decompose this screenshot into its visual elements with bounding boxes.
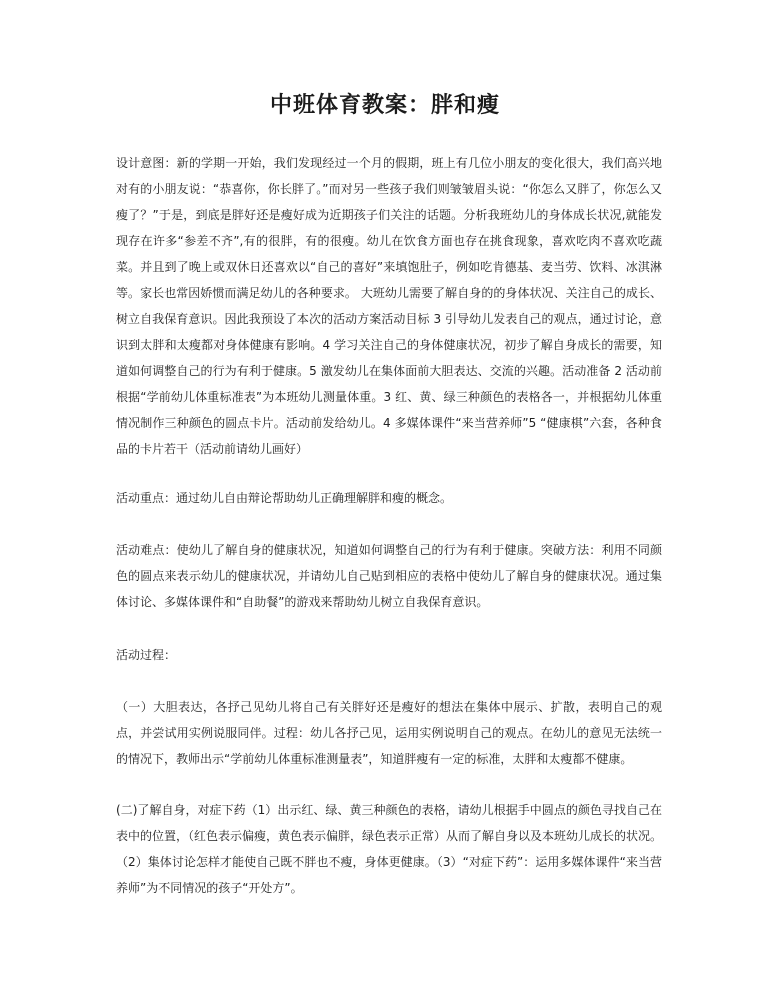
- process-step-one-paragraph: （一）大胆表达，各抒己见幼儿将自己有关胖好还是瘦好的想法在集体中展示、扩散，表明自己的观点，并尝试用实例说服同伴。过程：幼儿各抒己见，运用实例说明自己的观点。在幼儿的意见无法统一的情况下，教师出示“学前幼儿体重标准测量表”，知道胖瘦有一定的标准，太胖和太瘦都不健康。: [116, 700, 662, 766]
- key-points-paragraph: 活动重点：通过幼儿自由辩论帮助幼儿正确理解胖和瘦的概念。: [116, 491, 453, 505]
- process-heading: 活动过程：: [116, 648, 177, 662]
- page-title: 中班体育教案：胖和瘦: [269, 92, 500, 118]
- difficulty-paragraph: 活动难点：使幼儿了解自身的健康状况，知道如何调整自己的行为有利于健康。突破方法：利用不同颜色的圆点来表示幼儿的健康状况，并请幼儿自己贴到相应的表格中使幼儿了解自身的健康状况。通过集体讨论、多媒体课件和“自助餐”的游戏来帮助幼儿树立自我保育意识。: [116, 543, 662, 609]
- design-intent-paragraph: 设计意图：新的学期一开始，我们发现经过一个月的假期，班上有几位小朋友的变化很大，我们高兴地对有的小朋友说：“恭喜你，你长胖了。”而对另一些孩子我们则皱皱眉头说：“你怎么又胖了，你怎么又瘦了？”于是，到底是胖好还是瘦好成为近期孩子们关注的话题。分析我班幼儿的身体成长状况,就能发现存在许多“参差不齐”,有的很胖，有的很瘦。幼儿在饮食方面也存在挑食现象，喜欢吃肉不喜欢吃蔬菜。并且到了晚上或双休日还喜欢以“自己的喜好”来填饱肚子，例如吃肯德基、麦当劳、饮料、冰淇淋等。家长也常因娇惯而满足幼儿的各种要求。 大班幼儿需要了解自身的的身体状况、关注自己的成长、树立自我保育意识。因此我预设了本次的活动方案活动目标 3 引导幼儿发表自己的观点，通过讨论，意识到太胖和太瘦都对身体健康有影响。4 学习关注自己的身体健康状况，初步了解自身成长的需要，知道如何调整自己的行为有利于健康。5 激发幼儿在集体面前大胆表达、交流的兴趣。活动准备 2 活动前根据“学前幼儿体重标准表”为本班幼儿测量体重。3 红、黄、绿三种颜色的表格各一，并根据幼儿体重情况制作三种颜色的圆点卡片。活动前发给幼儿。4 多媒体课件“来当营养师”5 “健康棋”六套，各种食品的卡片若干（活动前请幼儿画好）: [116, 156, 662, 456]
- process-step-two-paragraph: (二)了解自身，对症下药（1）出示红、绿、黄三种颜色的表格，请幼儿根据手中圆点的颜色寻找自己在表中的位置，（红色表示偏瘦，黄色表示偏胖，绿色表示正常）从而了解自身以及本班幼儿成长的状况。（2）集体讨论怎样才能使自己既不胖也不瘦，身体更健康。（3）“对症下药”：运用多媒体课件“来当营养师”为不同情况的孩子“开处方”。: [116, 803, 663, 895]
